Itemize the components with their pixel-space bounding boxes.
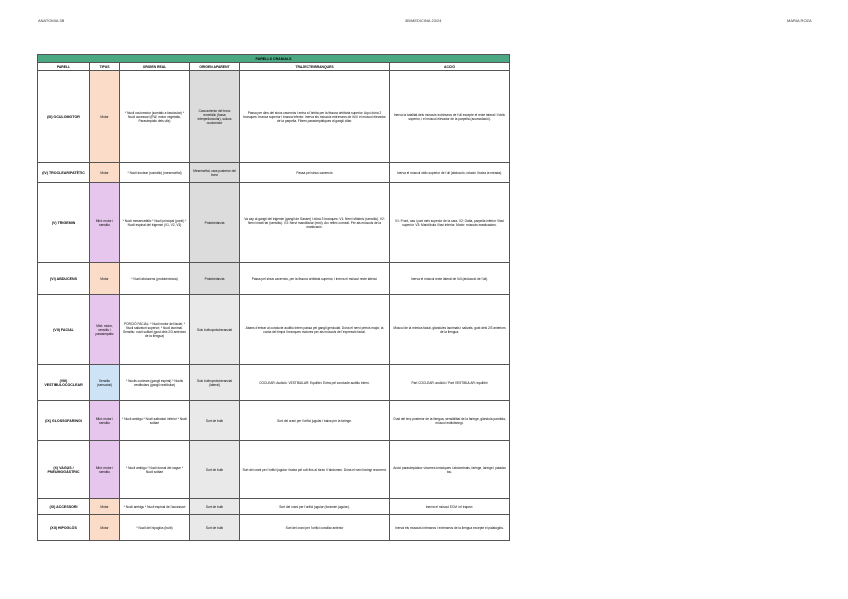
nerve-action: Inerva el múscul ECM i el trapezi.: [390, 499, 510, 515]
nerve-path: Surt del crani per l'orifici jugular i baixa pel coll fins al tòrax i l'abdomen. Dóna el nervi laringi recurrent.: [240, 441, 390, 499]
nerve-origin-real: * Nucli mesencefàlic * Nucli principal (pontí) * Nucli espinal del trigemin (V1, V2, V3): [120, 183, 190, 263]
nerve-name: (VII) FACIAL: [38, 295, 90, 365]
nerve-origin-real: * Nucli ambigu * Nucli salivatori inferior * Nucli solitari: [120, 401, 190, 441]
nerve-name: (XI) ACCESSORI: [38, 499, 90, 515]
table-row: [38, 295, 510, 365]
nerve-origin-apparent: Surt de bulb: [190, 401, 240, 441]
table-title: PARELLS CRANIALS: [38, 55, 510, 63]
nerve-name: (IX) GLOSSOFARINGI: [38, 401, 90, 441]
nerve-path: Passa per dins del sinus cavernós i entra a l'òrbita per la fissura orbitària superior. Aquí dóna 2 branques: branca superior i branca inferior. Inerva els músculs extrínsecs de l'ull i el múscul elevador de la parpella. Fibres parasimpàtiques al gangli ciliar.: [240, 71, 390, 163]
nerve-type: Motor: [90, 499, 120, 515]
nerve-type: Motor: [90, 71, 120, 163]
table-row: [38, 71, 510, 163]
nerve-name: (VI) ABDUCENS: [38, 263, 90, 295]
nerve-origin-apparent: Protuberància: [190, 263, 240, 295]
nerve-path: Passa pel sinus cavernós: [240, 163, 390, 183]
nerve-type: Motor: [90, 163, 120, 183]
column-header-tipus: TIPUS: [90, 63, 120, 71]
nerve-path: Surt del crani per l'orifici jugular i baixa per la faringe.: [240, 401, 390, 441]
nerve-action: Part COCLEAR: audició / Part VESTIBULAR: equilibri: [390, 365, 510, 401]
nerve-action: Inerva els músculs intrínsecs i extrínsecs de la llengua excepte el palatoglòs.: [390, 515, 510, 541]
nerve-action: Inerva la totalitat dels músculs extrínsecs de l'ull excepte el recte lateral i l'oblic superior, i el múscul elevador de la parpella (acomodació).: [390, 71, 510, 163]
column-header-parell: PARELL: [38, 63, 90, 71]
nerve-action: Inerva el múscul oblic superior de l'ull (abducció, rotació i baixa la mirada).: [390, 163, 510, 183]
nerve-name: (XII) HIPOGLÒS: [38, 515, 90, 541]
nerve-origin-real: * Nucli oculomotor (somàtic a fascicular) * Nucli accessori (EW, motor vegetatiu, Parasimpàtic dels ulls): [120, 71, 190, 163]
nerve-path: Va cap al gangli del trigemin (gangli de Gasser) i dóna 3 branques: V1: Nervi oftàlmic (sensitiu). V2: Nervi maxil·lar (sensitiu). V3: Nervi mandibular (mixt). Arc reflex corneal. Per als músculs de la masticació.: [240, 183, 390, 263]
column-header-origen-aparent: ORIGEN APARENT: [190, 63, 240, 71]
nerve-type: Motor: [90, 263, 120, 295]
nerve-path: Surt del crani per l'orifici condilar anterior: [240, 515, 390, 541]
nerve-origin-real: * Nucli troclear (somàtic) (mesencèfal): [120, 163, 190, 183]
table-row: [38, 499, 510, 515]
nerve-origin-apparent: Protuberància: [190, 183, 240, 263]
nerve-action: Múscul de la mímica facial, glàndules lacrimals i salivals, gust dels 2/3 anteriors de la llengua.: [390, 295, 510, 365]
nerve-origin-real: * Nucli abducens (protuberància): [120, 263, 190, 295]
nerve-path: Surt del crani per l'orifici jugular (foramen jugular).: [240, 499, 390, 515]
nerve-action: V1: Front, nas i part més superior de la cara. V2: Galta, parpella inferior i llavi superior. V3: Mandíbula i llavi inferior. Motor: músculs masticadors.: [390, 183, 510, 263]
column-header-accio: ACCIÓ: [390, 63, 510, 71]
nerve-origin-apparent: Surt de bulb: [190, 441, 240, 499]
table-row: [38, 183, 510, 263]
nerve-type: Motor: [90, 515, 120, 541]
nerve-origin-real: * Nucli ambigu * Nucli dorsal del vague * Nucli solitari: [120, 441, 190, 499]
nerve-name: (IV) TROCLEAR/PATÈTIC: [38, 163, 90, 183]
nerve-type: Mixt: motor i sensitiu: [90, 183, 120, 263]
nerve-origin-apparent: Cara anterior del tronc encefàlic (fossa interpeduncular), sulcus oculomotor: [190, 71, 240, 163]
nerve-origin-real: PORCIÓ FACIAL: * Nucli motor del facial; * Nucli salivatori superior; * Nucli lacrimal. Sensitiu: nucli solitari (gust dels 2/3 anteriors de la llengua): [120, 295, 190, 365]
cranial-nerves-table: [37, 54, 510, 541]
table-row: [38, 401, 510, 441]
nerve-origin-apparent: Mesencèfal, cara posterior del tronc: [190, 163, 240, 183]
nerve-origin-real: * Nucli del hipoglòs (bulb): [120, 515, 190, 541]
table-row: [38, 263, 510, 295]
doc-header-left: ANATOMIA 3B: [38, 18, 65, 23]
nerve-name: (X) VAGUS / PNEUMOGÀSTRIC: [38, 441, 90, 499]
nerve-origin-apparent: Surt de bulb: [190, 499, 240, 515]
nerve-origin-real: * Nuclis coclears (gangli espiral) * Nuclis vestibulars (gangli vestibular): [120, 365, 190, 401]
table-row: [38, 163, 510, 183]
nerve-origin-apparent: Surt de bulb: [190, 515, 240, 541]
nerve-path: Abans d'entrar al conducte auditiu intern passa pel gangli geniculat. Dóna el nervi petrós major, la corda del timpà i branques motores per als músculs de l'expressió facial.: [240, 295, 390, 365]
doc-header-middle: 3B/MEDICINA 23/24: [405, 18, 442, 23]
nerve-type: Mixt: motor i sensitiu: [90, 401, 120, 441]
table-row: [38, 365, 510, 401]
nerve-name: (III) OCULOMOTOR: [38, 71, 90, 163]
nerve-path: COCLEAR: Audició. VESTIBULAR: Equilibri. Entra pel conducte auditiu intern.: [240, 365, 390, 401]
doc-header-right: MARIA ROZA: [787, 18, 812, 23]
table-row: [38, 515, 510, 541]
column-header-trajecte: TRAJECTE/BRANQUES: [240, 63, 390, 71]
nerve-origin-apparent: Solc bulboprotuberancial (lateral): [190, 365, 240, 401]
table-row: [38, 441, 510, 499]
nerve-origin-real: * Nucli ambigu * Nucli espinal de l'accessori: [120, 499, 190, 515]
nerve-action: Acció parasimpàtica: vísceres toràciques i abdominals, faringe, laringe i paladar tou.: [390, 441, 510, 499]
nerve-type: Mixt: motor i sensitiu: [90, 441, 120, 499]
nerve-name: (VIII) VESTIBULOCOCLEAR: [38, 365, 90, 401]
column-header-origen-real: ORIGEN REAL: [120, 63, 190, 71]
nerve-origin-apparent: Solc bulboprotuberancial: [190, 295, 240, 365]
nerve-action: Gust del terç posterior de la llengua, sensibilitat de la faringe, glàndula paròtida, múscul estilofaringi.: [390, 401, 510, 441]
nerve-name: (V) TRIGEMIN: [38, 183, 90, 263]
nerve-type: Sensitiu (sensorial): [90, 365, 120, 401]
nerve-path: Passa pel sinus cavernós, per la fissura orbitària superior, i inerva el múscul recte lateral.: [240, 263, 390, 295]
nerve-action: Inerva el múscul recte lateral de l'ull (abducció de l'ull).: [390, 263, 510, 295]
nerve-type: Mixt: motor, sensitiu i parasimpàtic: [90, 295, 120, 365]
